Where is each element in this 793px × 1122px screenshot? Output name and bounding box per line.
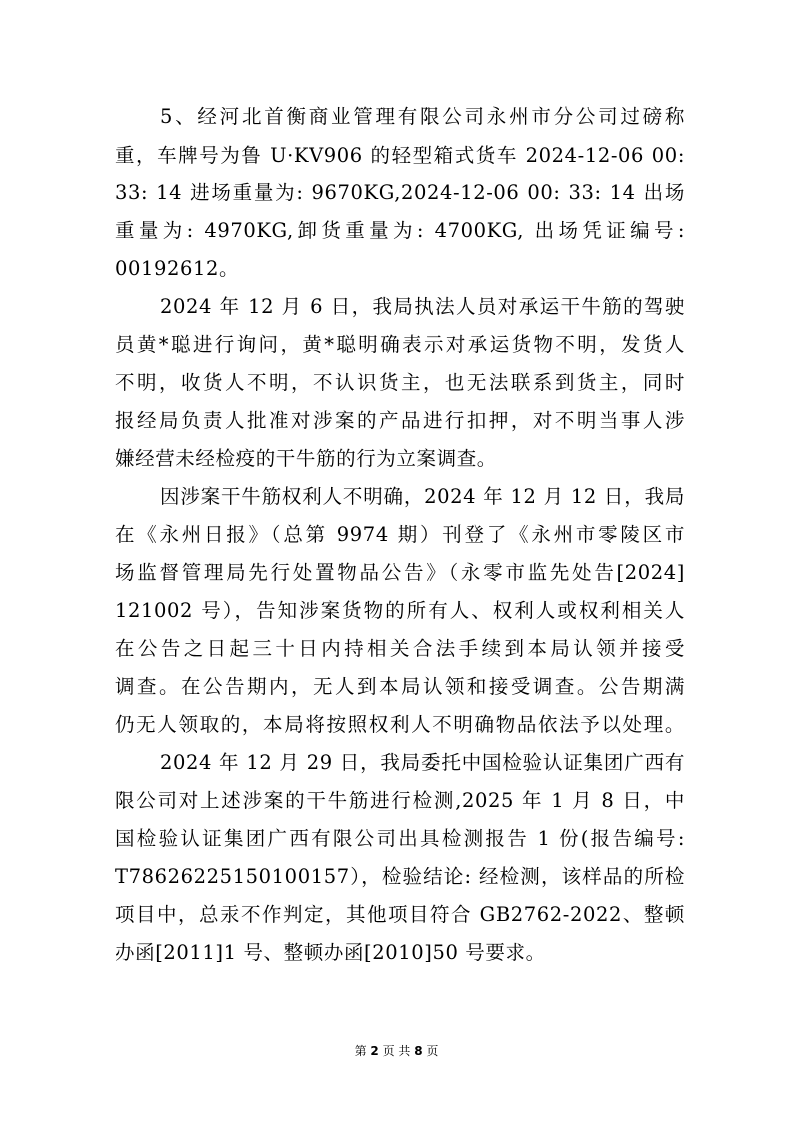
paragraph-line: 33: 14 进场重量为: 9670KG,2024-12-06 00: 33: 14 出场 — [115, 181, 685, 204]
page-footer — [0, 1042, 793, 1059]
footer-middle: 页 共 — [378, 1044, 415, 1058]
paragraph-line: 限公司对上述涉案的干牛筋进行检测,2025 年 1 月 8 日，中 — [115, 789, 685, 812]
paragraph-line: 员黄*聪进行询问，黄*聪明确表示对承运货物不明，发货人 — [115, 333, 685, 356]
current-page-number: 2 — [370, 1044, 379, 1058]
paragraph-line: 00192612。 — [115, 257, 240, 280]
total-page-count: 8 — [414, 1044, 423, 1058]
paragraph-line: 重，车牌号为鲁 U·KV906 的轻型箱式货车 2024-12-06 00: — [115, 144, 685, 167]
paragraph-line: 因涉案干牛筋权利人不明确，2024 年 12 月 12 日，我局 — [160, 485, 685, 508]
paragraph-line: 重量为: 4970KG,卸货重量为: 4700KG, 出场凭证编号: — [115, 219, 685, 242]
paragraph-line: 5、经河北首衡商业管理有限公司永州市分公司过磅称 — [160, 105, 685, 128]
paragraph-line: 国检验认证集团广西有限公司出具检测报告 1 份(报告编号: — [115, 827, 685, 850]
paragraph-line: T78626225150100157），检验结论: 经检测，该样品的所检 — [115, 865, 685, 888]
footer-suffix: 页 — [422, 1044, 439, 1058]
footer-prefix: 第 — [354, 1044, 371, 1058]
paragraph-line: 场监督管理局先行处置物品公告》（永零市监先处告[2024] — [115, 561, 685, 584]
paragraph-line: 调查。在公告期内，无人到本局认领和接受调查。公告期满 — [115, 675, 685, 698]
paragraph-line: 在《永州日报》（总第 9974 期）刊登了《永州市零陵区市 — [115, 523, 685, 546]
paragraph-line: 办函[2011]1 号、整顿办函[2010]50 号要求。 — [115, 941, 546, 964]
paragraph-line: 仍无人领取的，本局将按照权利人不明确物品依法予以处理。 — [115, 713, 685, 736]
paragraph-line: 项目中，总汞不作判定，其他项目符合 GB2762-2022、整顿 — [115, 903, 685, 926]
paragraph-line: 不明，收货人不明，不认识货主，也无法联系到货主，同时 — [115, 371, 685, 394]
paragraph-line: 报经局负责人批准对涉案的产品进行扣押，对不明当事人涉 — [115, 409, 685, 432]
paragraph-line: 2024 年 12 月 29 日，我局委托中国检验认证集团广西有 — [160, 751, 685, 774]
paragraph-line: 121002 号），告知涉案货物的所有人、权利人或权利相关人 — [115, 599, 685, 622]
paragraph-line: 2024 年 12 月 6 日，我局执法人员对承运干牛筋的驾驶 — [160, 295, 685, 318]
paragraph-line: 在公告之日起三十日内持相关合法手续到本局认领并接受 — [115, 637, 685, 660]
paragraph-line: 嫌经营未经检疫的干牛筋的行为立案调查。 — [115, 447, 497, 470]
